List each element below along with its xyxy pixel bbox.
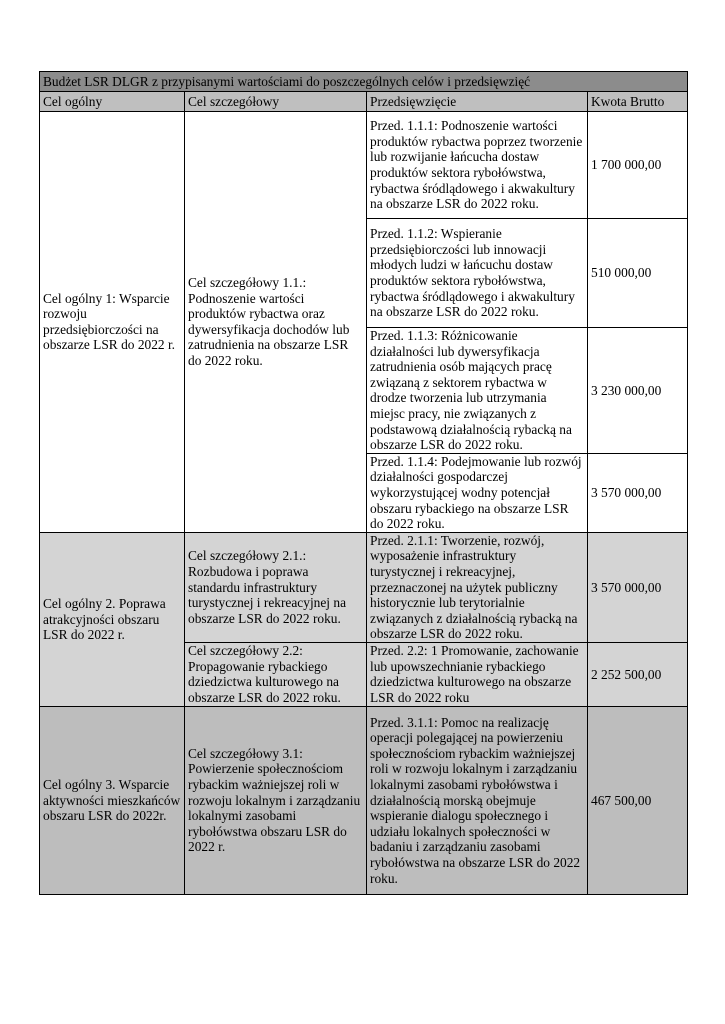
table-title: Budżet LSR DLGR z przypisanymi wartościami do poszczególnych celów i przedsięwzięć [40, 72, 688, 92]
amount-cell: 1 700 000,00 [588, 112, 688, 219]
project-cell: Przed. 2.2: 1 Promowanie, zachowanie lub upowszechnianie rybackiego dziedzictwa kulturowego na obszarze LSR do 2022 roku [367, 642, 588, 706]
project-cell: Przed. 2.1.1: Tworzenie, rozwój, wyposażenie infrastruktury turystycznej i rekreacyjnej, przeznaczonej na użytek publiczny historycznie lub terytorialnie związanych z działalnością rybacką na obszarze LSR do 2022 roku. [367, 532, 588, 642]
specific-goal-3-1: Cel szczegółowy 3.1: Powierzenie społecznościom rybackim ważniejszej roli w rozwoju lokalnym i zarządzaniu lokalnymi zasobami rybołówstwa obszaru LSR do 2022 r. [185, 706, 367, 894]
header-amount: Kwota Brutto [588, 92, 688, 112]
project-cell: Przed. 1.1.1: Podnoszenie wartości produktów rybactwa poprzez tworzenie lub rozwijanie łańcucha dostaw produktów sektora rybołówstwa, rybactwa śródlądowego i akwakultury na obszarze LSR do 2022 roku. [367, 112, 588, 219]
budget-table [39, 71, 688, 895]
project-cell: Przed. 3.1.1: Pomoc na realizację operacji polegającej na powierzeniu społecznościom rybackim ważniejszej roli w rozwoju lokalnym i zarządzaniu lokalnymi zasobami rybołówstwa i działalnością morską obejmuje wspieranie dialogu społecznego i udziału lokalnych społeczności w badaniu i zarządzaniu zasobami rybołówstwa na obszarze LSR do 2022 roku. [367, 706, 588, 894]
table-row [40, 706, 688, 894]
amount-cell: 510 000,00 [588, 219, 688, 328]
specific-goal-2-1: Cel szczegółowy 2.1.: Rozbudowa i poprawa standardu infrastruktury turystycznej i rekreacyjnej na obszarze LSR do 2022 roku. [185, 532, 367, 642]
header-specific-goal: Cel szczegółowy [185, 92, 367, 112]
header-project: Przedsięwzięcie [367, 92, 588, 112]
general-goal-2: Cel ogólny 2. Poprawa atrakcyjności obszaru LSR do 2022 r. [40, 532, 185, 706]
specific-goal-1-1: Cel szczegółowy 1.1.: Podnoszenie wartości produktów rybactwa oraz dywersyfikacja dochodów lub zatrudnienia na obszarze LSR do 2022 roku. [185, 112, 367, 533]
amount-cell: 3 570 000,00 [588, 453, 688, 532]
specific-goal-2-2: Cel szczegółowy 2.2: Propagowanie rybackiego dziedzictwa kulturowego na obszarze LSR do 2022 roku. [185, 642, 367, 706]
project-cell: Przed. 1.1.3: Różnicowanie działalności lub dywersyfikacja zatrudnienia osób mających pracę związaną z sektorem rybactwa w drodze tworzenia lub utrzymania miejsc pracy, nie związanych z podstawową działalnością rybacką na obszarze LSR do 2022 roku. [367, 328, 588, 454]
header-row [40, 92, 688, 112]
project-cell: Przed. 1.1.2: Wspieranie przedsiębiorczości lub innowacji młodych ludzi w łańcuchu dostaw produktów sektora rybołówstwa, rybactwa śródlądowego i akwakultury na obszarze LSR do 2022 roku. [367, 219, 588, 328]
project-cell: Przed. 1.1.4: Podejmowanie lub rozwój działalności gospodarczej wykorzystującej wodny potencjał obszaru rybackiego na obszarze LSR do 2022 roku. [367, 453, 588, 532]
amount-cell: 2 252 500,00 [588, 642, 688, 706]
title-row [40, 72, 688, 92]
table-row [40, 532, 688, 642]
general-goal-3: Cel ogólny 3. Wsparcie aktywności mieszkańców obszaru LSR do 2022r. [40, 706, 185, 894]
amount-cell: 467 500,00 [588, 706, 688, 894]
amount-cell: 3 570 000,00 [588, 532, 688, 642]
general-goal-1: Cel ogólny 1: Wsparcie rozwoju przedsiębiorczości na obszarze LSR do 2022 r. [40, 112, 185, 533]
table-row [40, 112, 688, 219]
header-general-goal: Cel ogólny [40, 92, 185, 112]
amount-cell: 3 230 000,00 [588, 328, 688, 454]
